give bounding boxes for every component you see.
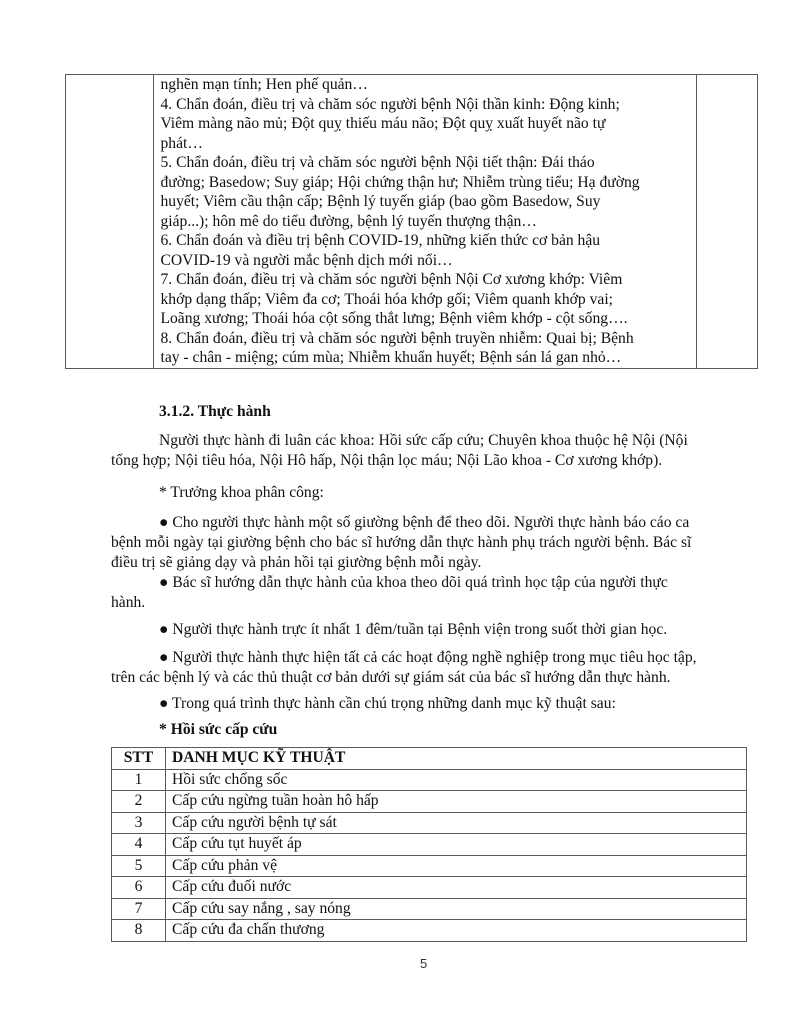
content-line: phát…: [160, 134, 203, 152]
table-row: [112, 898, 747, 920]
content-line: huyết; Viêm cầu thận cấp; Bệnh lý tuyến giáp (bao gồm Basedow, Suy: [160, 193, 601, 210]
paragraph-line: ● Bác sĩ hướng dẫn thực hành của khoa theo dõi quá trình học tập của người thực: [159, 574, 668, 591]
row-technique: Cấp cứu ngừng tuần hoàn hô hấp: [166, 791, 747, 813]
table-row: [112, 812, 747, 834]
table-row: [112, 920, 747, 942]
row-stt: 5: [112, 855, 166, 877]
row-stt: 3: [112, 812, 166, 834]
paragraph-line: trên các bệnh lý và các thủ thuật cơ bản dưới sự giám sát của bác sĩ hướng dẫn thực hành.: [111, 669, 671, 686]
row-stt: 4: [112, 834, 166, 856]
row-technique: Cấp cứu đuối nước: [166, 877, 747, 899]
row-technique: Cấp cứu phản vệ: [166, 855, 747, 877]
bullet-paragraph: [111, 513, 751, 573]
assignment-label: [111, 483, 751, 503]
curriculum-table: [65, 74, 758, 369]
bullet-paragraph: [111, 573, 751, 613]
paragraph-line: ● Người thực hành thực hiện tất cả các hoạt động nghề nghiệp trong mục tiêu học tập,: [159, 649, 697, 666]
row-technique: Cấp cứu tụt huyết áp: [166, 834, 747, 856]
paragraph-line: * Trưởng khoa phân công:: [159, 484, 324, 501]
bullet-paragraph: [111, 648, 751, 688]
intro-paragraph: [111, 431, 751, 471]
paragraph-line: Người thực hành đi luân các khoa: Hồi sức cấp cứu; Chuyên khoa thuộc hệ Nội (Nội: [159, 432, 688, 449]
row-technique: Cấp cứu say nắng , say nóng: [166, 898, 747, 920]
table-cell-empty-left: [66, 75, 154, 369]
table-row: [112, 855, 747, 877]
section-heading: 3.1.2. Thực hành: [159, 403, 271, 420]
row-technique: Cấp cứu người bệnh tự sát: [166, 812, 747, 834]
content-line: giáp...); hôn mê do tiểu đường, bệnh lý tuyến thượng thận…: [160, 212, 537, 230]
column-header-technique: DANH MỤC KỸ THUẬT: [166, 748, 747, 770]
paragraph-line: bệnh mỗi ngày tại giường bệnh cho bác sĩ hướng dẫn thực hành phụ trách người bệnh. Bác sĩ: [111, 534, 692, 551]
table-row: [112, 877, 747, 899]
paragraph-line: điều trị sẽ giảng dạy và phản hồi tại giường bệnh mỗi ngày.: [111, 554, 482, 571]
bullet-paragraph: [111, 694, 751, 714]
table-row: [112, 791, 747, 813]
content-line: 8. Chẩn đoán, điều trị và chăm sóc người bệnh truyền nhiễm: Quai bị; Bệnh: [160, 329, 634, 347]
table-cell-content: [154, 75, 697, 369]
content-line: Loãng xương; Thoái hóa cột sống thắt lưng; Bệnh viêm khớp - cột sống….: [160, 310, 628, 327]
row-stt: 1: [112, 769, 166, 791]
paragraph-line: ● Người thực hành trực ít nhất 1 đêm/tuần tại Bệnh viện trong suốt thời gian học.: [159, 621, 668, 638]
paragraph-line: hành.: [111, 594, 146, 611]
table-row: [66, 75, 758, 369]
row-stt: 7: [112, 898, 166, 920]
bullet-paragraph: [111, 620, 751, 640]
row-stt: 6: [112, 877, 166, 899]
content-line: 4. Chẩn đoán, điều trị và chăm sóc người bệnh Nội thần kinh: Động kinh;: [160, 95, 620, 113]
paragraph-line: ● Cho người thực hành một số giường bệnh để theo dõi. Người thực hành báo cáo ca: [159, 514, 690, 531]
technique-table: [111, 747, 747, 942]
table-cell-empty-right: [697, 75, 758, 369]
page-number: 5: [420, 956, 428, 971]
subsection-heading: * Hồi sức cấp cứu: [159, 721, 278, 738]
row-technique: Hồi sức chống sốc: [166, 769, 747, 791]
row-stt: 2: [112, 791, 166, 813]
content-line: Viêm màng não mủ; Đột quỵ thiếu máu não; Đột quỵ xuất huyết não tự: [160, 115, 606, 132]
table-header-row: [112, 748, 747, 770]
paragraph-line: ● Trong quá trình thực hành cần chú trọng những danh mục kỹ thuật sau:: [159, 695, 616, 712]
content-line: 6. Chẩn đoán và điều trị bệnh COVID-19, những kiến thức cơ bản hậu: [160, 232, 601, 249]
table-row: [112, 834, 747, 856]
content-line: tay - chân - miệng; cúm mùa; Nhiễm khuẩn huyết; Bệnh sán lá gan nhỏ…: [160, 349, 622, 366]
content-line: 5. Chẩn đoán, điều trị và chăm sóc người bệnh Nội tiết thận: Đái tháo: [160, 154, 595, 171]
row-stt: 8: [112, 920, 166, 942]
paragraph-line: tổng hợp; Nội tiêu hóa, Nội Hô hấp, Nội thận lọc máu; Nội Lão khoa - Cơ xương khớp).: [111, 452, 663, 469]
row-technique: Cấp cứu đa chấn thương: [166, 920, 747, 942]
column-header-stt: STT: [112, 748, 166, 770]
content-line: nghẽn mạn tính; Hen phế quản…: [160, 76, 368, 93]
table-row: [112, 769, 747, 791]
content-line: 7. Chẩn đoán, điều trị và chăm sóc người bệnh Nội Cơ xương khớp: Viêm: [160, 271, 623, 288]
content-line: đường; Basedow; Suy giáp; Hội chứng thận hư; Nhiễm trùng tiểu; Hạ đường: [160, 173, 640, 191]
content-line: COVID-19 và người mắc bệnh dịch mới nổi…: [160, 251, 453, 269]
content-line: khớp dạng thấp; Viêm đa cơ; Thoái hóa khớp gối; Viêm quanh khớp vai;: [160, 290, 613, 308]
